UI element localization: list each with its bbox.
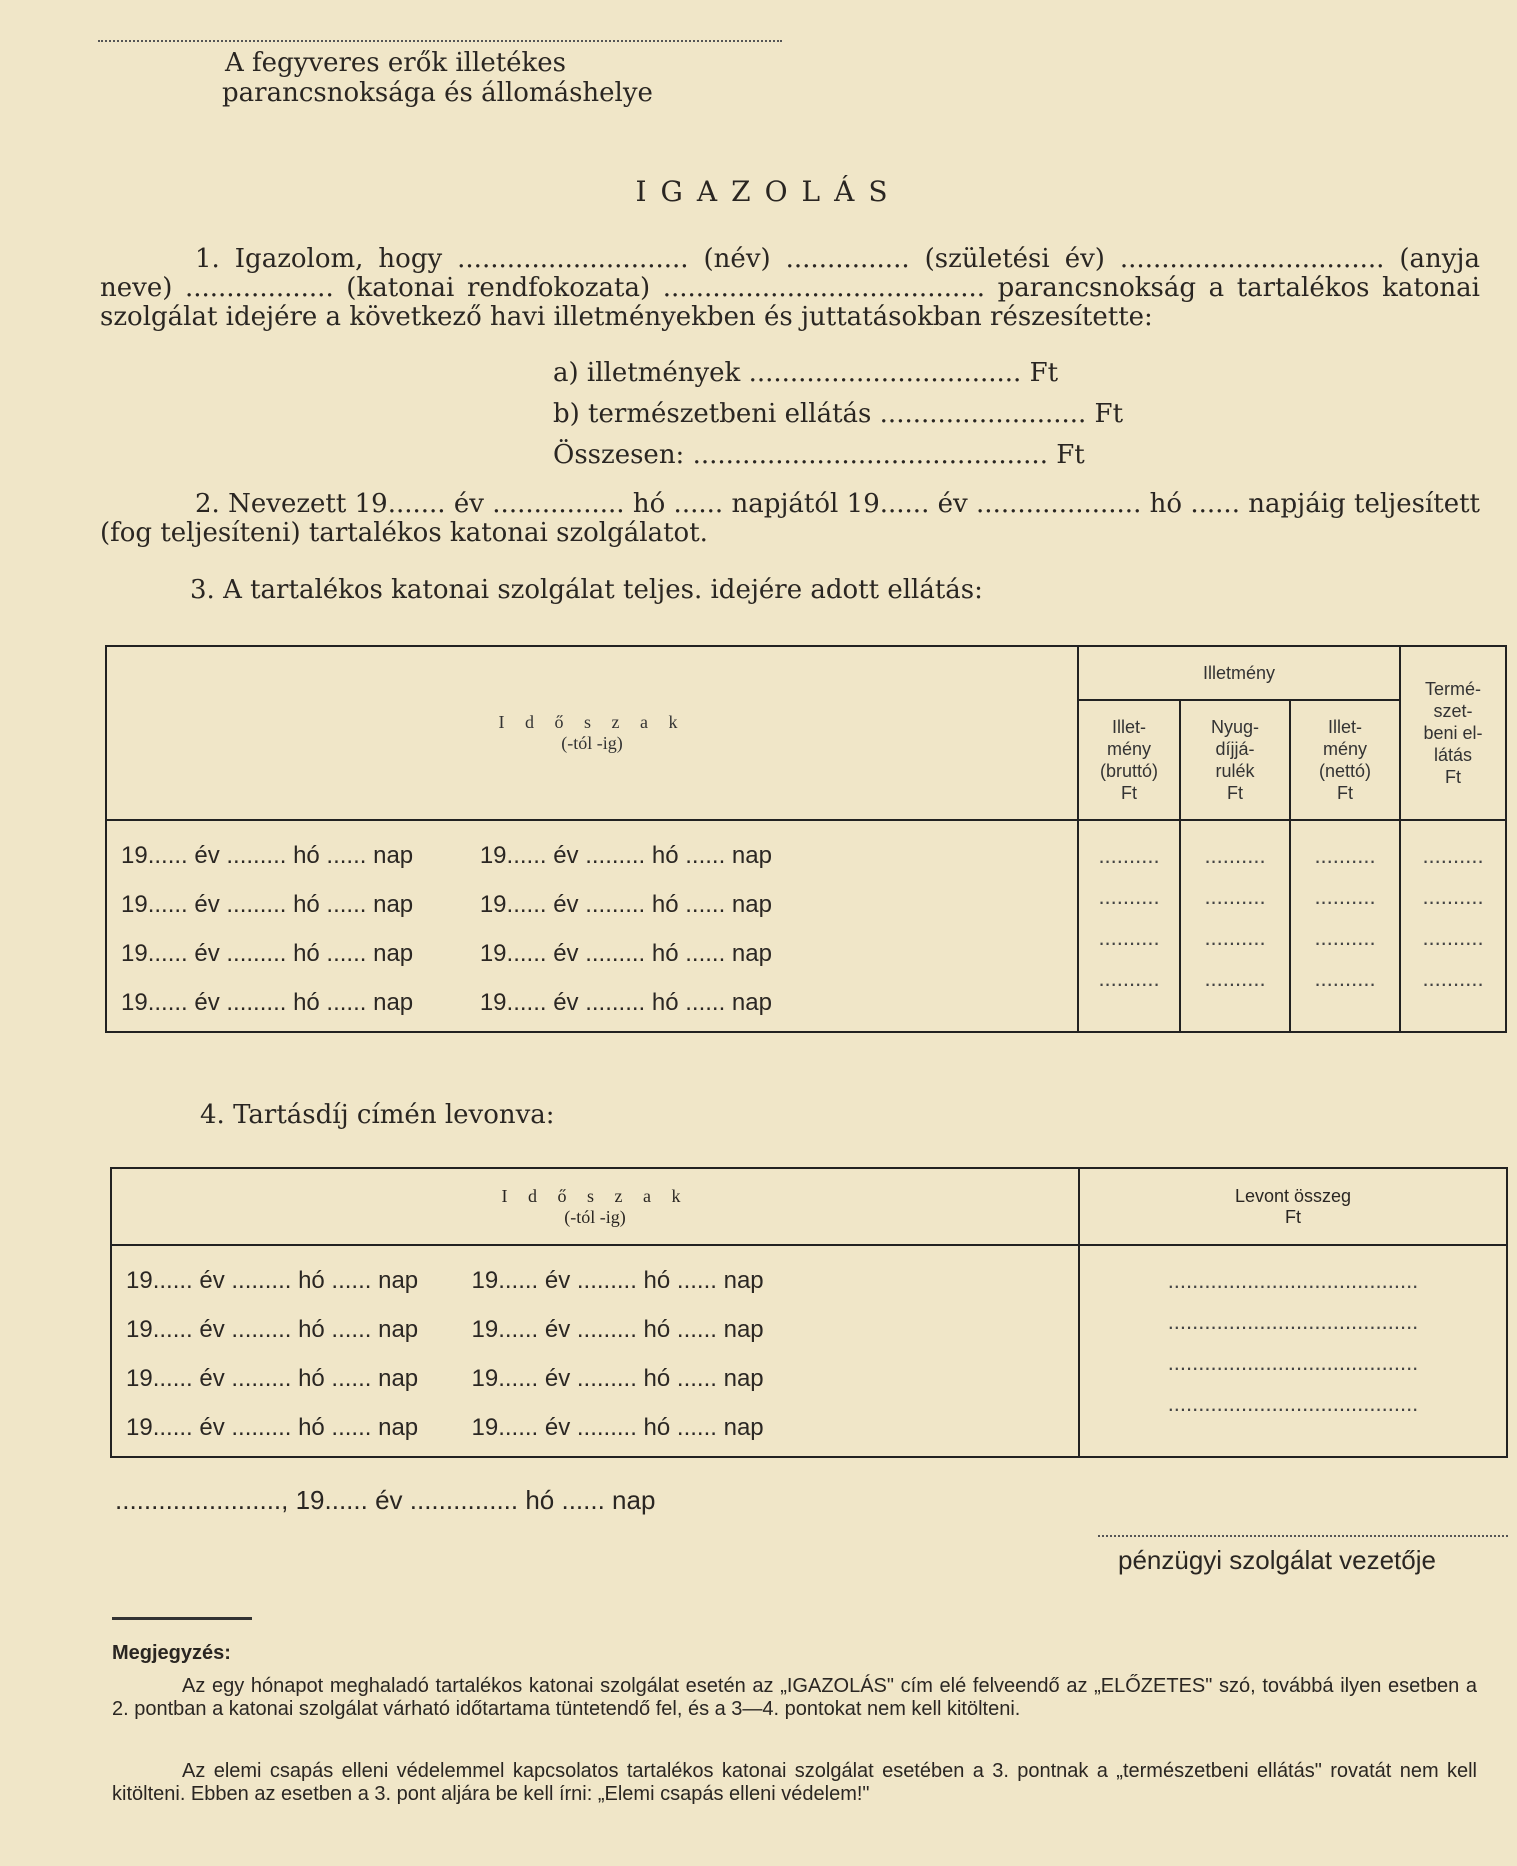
termeszetbeni-header: Termé- szet- beni el- látás Ft — [1400, 646, 1506, 820]
date-line: ......................., 19...... év ............... hó ...... nap — [115, 1485, 656, 1515]
period-rows-2 — [111, 1245, 1079, 1457]
table-row: 19...... év ......... hó ...... nap 19...... év ......... hó ...... nap — [126, 1414, 764, 1441]
item-illetmenyek: a) illetmények ................................. Ft — [553, 358, 1059, 388]
table-row: 19...... év ......... hó ...... nap 19...... év ......... hó ...... nap — [121, 940, 772, 967]
period-header — [106, 646, 1078, 820]
table-row: 19...... év ......... hó ...... nap 19...... év ......... hó ...... nap — [126, 1267, 764, 1294]
brutto-header: Illet- mény (bruttó) Ft — [1078, 700, 1180, 820]
period-header-sub: (-tól -ig) — [561, 733, 623, 753]
period-header-label: I d ő s z a k — [498, 712, 686, 732]
levont-header — [1079, 1168, 1507, 1245]
section-3-text: 3. A tartalékos katonai szolgálat teljes. idejére adott ellátás: — [190, 575, 983, 605]
header-dotted-line — [98, 40, 782, 42]
signature-dotted-line — [1098, 1535, 1508, 1537]
item-termeszetbeni: b) természetbeni ellátás ......................... Ft — [553, 399, 1124, 429]
section-1-text: 1. Igazolom, hogy ............................ (név) ............... (születési év) ................................ (anyja neve) .................. (katonai rendfokozata) ....................................... parancsnokság a tartalékos katonai szolgálat idejére a következő havi illetményekben és juttatásokban részesítette: — [100, 244, 1480, 332]
brutto-cells: .......... .......... .......... .......... — [1078, 820, 1180, 1032]
section-4-text: 4. Tartásdíj címén levonva: — [200, 1100, 555, 1130]
illetmeny-header: Illetmény — [1078, 646, 1400, 700]
period-header-2-sub: (-tól -ig) — [564, 1206, 626, 1227]
header-line-1: A fegyveres erők illetékes — [225, 48, 567, 78]
page-title: IGAZOLÁS — [635, 175, 902, 208]
header-line-2: parancsnoksága és állomáshelye — [222, 78, 653, 108]
note-paragraph-1: Az egy hónapot meghaladó tartalékos katonai szolgálat esetén az „IGAZOLÁS" cím elé felveendő az „ELŐZETES" szó, továbbá ilyen esetben a 2. pontban a katonai szolgálat várható időtartama tüntetendő fel, és a 3—4. pontokat nem kell kitölteni. — [112, 1675, 1477, 1720]
levont-header-label: Levont összeg — [1234, 1185, 1352, 1206]
termeszetbeni-cells: .......... .......... .......... .......... — [1400, 820, 1506, 1032]
table-row: 19...... év ......... hó ...... nap 19...... év ......... hó ...... nap — [126, 1316, 764, 1343]
section-2-text: 2. Nevezett 19....... év ................ hó ...... napjától 19...... év .................... hó ...... napjáig teljesített (fog teljesíteni) tartalékos katonai szolgálatot. — [100, 489, 1480, 548]
nyugdijjarulek-cells: .......... .......... .......... .......... — [1180, 820, 1290, 1032]
levont-cells: ......................................... ......................................... ......................................... ......................................... — [1079, 1245, 1507, 1457]
table-row: 19...... év ......... hó ...... nap 19...... év ......... hó ...... nap — [121, 989, 772, 1016]
table-row: 19...... év ......... hó ...... nap 19...... év ......... hó ...... nap — [121, 891, 772, 918]
supply-table — [105, 645, 1507, 1033]
nyugdijjarulek-header: Nyug- díjjá- rulék Ft — [1180, 700, 1290, 820]
note-heading: Megjegyzés: — [112, 1642, 231, 1664]
period-header-2 — [111, 1168, 1079, 1245]
netto-header: Illet- mény (nettó) Ft — [1290, 700, 1400, 820]
deduction-table — [110, 1167, 1508, 1458]
signature-label: pénzügyi szolgálat vezetője — [1118, 1545, 1436, 1575]
table-row: 19...... év ......... hó ...... nap 19...... év ......... hó ...... nap — [121, 842, 772, 869]
period-rows — [106, 820, 1078, 1032]
note-paragraph-2: Az elemi csapás elleni védelemmel kapcsolatos tartalékos katonai szolgálat esetében a 3. pontnak a „természetbeni ellátás" rovatát nem kell kitölteni. Ebben az esetben a 3. pont aljára be kell írni: „Elemi csapás elleni védelem!" — [112, 1760, 1477, 1805]
netto-cells: .......... .......... .......... .......... — [1290, 820, 1400, 1032]
footnote-rule — [112, 1617, 252, 1620]
table-row: 19...... év ......... hó ...... nap 19...... év ......... hó ...... nap — [126, 1365, 764, 1392]
period-header-2-label: I d ő s z a k — [501, 1185, 689, 1206]
item-osszesen: Összesen: ........................................... Ft — [553, 440, 1085, 470]
levont-header-unit: Ft — [1285, 1206, 1301, 1227]
